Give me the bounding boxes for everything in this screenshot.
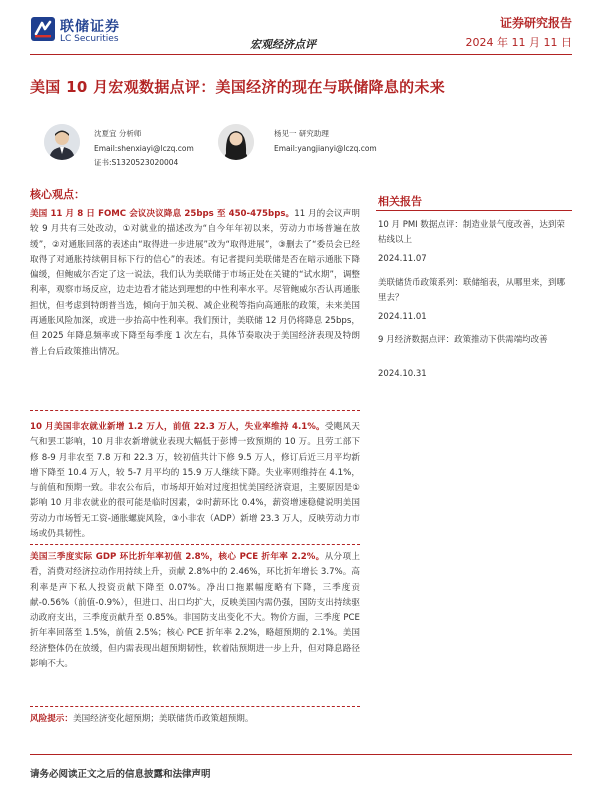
header-divider <box>30 54 572 55</box>
person-male-icon <box>44 124 80 160</box>
paragraph-body: 从分项上看，消费对经济拉动作用持续上升，贡献 2.8%中的 2.46%，环比折年增长 3.7%。高利率是声下私人投资贡献下降至 0.07%。净出口拖累幅度略有下降，三季度贡献-0.56%（前值-0.9%），但进口、出口均扩大，反映美国内需仍强，国防支出持续驱动政府支出，三季度贡献升至 0.85%。非国防支出变化不大。物价方面，三季度 PCE 折年率回落至 1.5%，前值 2.5%；核心 PCE 折年率 2.2%，略超预期的 2.1%。美国经济整体仍在放缓，但内需表现出超预期韧性，软着陆预期进一步上升，但对降息路径影响不大。 <box>30 552 360 670</box>
company-logo <box>30 14 150 50</box>
author-avatar <box>44 124 80 160</box>
risk-text: 美国经济变化超预期；美联储货币政策超预期。 <box>72 714 254 724</box>
dashed-divider <box>30 544 360 545</box>
paragraph-gdp <box>30 550 360 672</box>
related-reports-heading: 相关报告 <box>378 195 422 208</box>
footer-divider <box>30 754 572 755</box>
core-views-heading: 核心观点： <box>30 188 85 201</box>
brand-name-cn: 联储证券 <box>60 19 120 35</box>
paragraph-body: 11 月的会议声明较 9 月共有三处改动，①对就业的描述改为“自今年年初以来，劳动力市场普遍在放缓”，②对通胀回落的表述由“取得进一步进展”改为“取得进展”，③删去了“委员会已经取得了对通胀持续朝目标下行的信心”的表述。有记者提问美联储是否在暗示通胀下降偏缓，但鲍威尔否定了这一说法，我们认为美联储于市场正处在关键的“试水期”，调整利率，观察市场反应，边走边看才能达到理想的中性利率水平。尽管鲍威尔否认再通胀担忧，但考虑到特朗普当选，倾向于加关税、减企业税等指向高通胀的政策，未来美国再通胀风险加深，或进一步抬高中性利率。我们预计，美联储 12 月仍将降息 25bps，但 2025 年降息频率或下降至每季度 1 次左右，具体节奏取决于美国经济表现及特朗普上台后政策推出情况。 <box>30 209 360 357</box>
author-avatar <box>218 124 254 160</box>
related-report-date: 2024.10.31 <box>378 369 427 379</box>
related-report-link[interactable]: 9 月经济数据点评：政策推动下供需端均改善 <box>378 335 548 345</box>
section-label: 宏观经济点评 <box>250 38 316 51</box>
dashed-divider <box>30 410 360 411</box>
author-certificate: 证书:S1320523020004 <box>94 158 179 167</box>
related-report-link[interactable]: 10 月 PMI 数据点评：制造业景气度改善，达到荣枯线以上 <box>378 220 565 245</box>
disclaimer-notice: 请务必阅读正文之后的信息披露和法律声明 <box>30 769 211 780</box>
author-email[interactable]: Email:yangjianyi@lczq.com <box>274 144 377 153</box>
related-divider <box>376 210 572 211</box>
person-female-icon <box>218 124 254 160</box>
related-report-date: 2024.11.01 <box>378 312 427 322</box>
brand-name-en: LC Securities <box>60 34 119 44</box>
report-date: 2024 年 11 月 11 日 <box>465 36 572 49</box>
paragraph-fomc <box>30 207 360 360</box>
risk-label: 风险提示： <box>30 714 73 724</box>
report-type: 证券研究报告 <box>499 16 572 30</box>
dashed-divider <box>30 706 360 707</box>
paragraph-highlight: 美国 11 月 8 日 FOMC 会议决议降息 25bps 至 450-475bps。 <box>30 209 295 219</box>
report-title: 美国 10 月宏观数据点评：美国经济的现在与联储降息的未来 <box>30 78 446 96</box>
paragraph-highlight: 美国三季度实际 GDP 环比折年率初值 2.8%，核心 PCE 折年率 2.2%。 <box>30 552 325 562</box>
author-name-role: 沈夏宜 分析师 <box>94 129 142 138</box>
related-report-link[interactable]: 美联储货币政策系列：联储缩表，从哪里来，到哪里去？ <box>378 278 566 303</box>
related-report-date: 2024.11.07 <box>378 254 427 264</box>
paragraph-highlight: 10 月美国非农就业新增 1.2 万人，前值 22.3 万人，失业率维持 4.1%。 <box>30 422 325 432</box>
author-name-role: 杨见一 研究助理 <box>274 129 329 138</box>
paragraph-body: 受飓风天气和罢工影响，10 月非农新增就业表现大幅低于彭博一致预期的 10 万。且劳工部下修 8-9 月非农至 7.8 万和 22.3 万，较初值共计下修 9.5 万人，修订后近三月平均新增下降至 10.4 万人，较 5-7 月平均的 15.9 万人继续下降。失业率则维持在 4.1%，与前值和预期一致。非农公布后，市场却开始对过度担忧美国经济衰退，主要原因是①影响 10 月非农就业的很可能是临时因素，②时薪环比 0.4%，薪资增速稳健说明美国劳动力市场暂无工资-通胀螺旋风险，③小非农（ADP）新增 23.3 万人，反映劳动力市场或仍具韧性。 <box>30 422 360 540</box>
risk-warning <box>30 712 360 727</box>
logo-mark-icon <box>30 16 56 42</box>
author-email[interactable]: Email:shenxiayi@lczq.com <box>94 144 194 153</box>
paragraph-nonfarm <box>30 420 360 542</box>
